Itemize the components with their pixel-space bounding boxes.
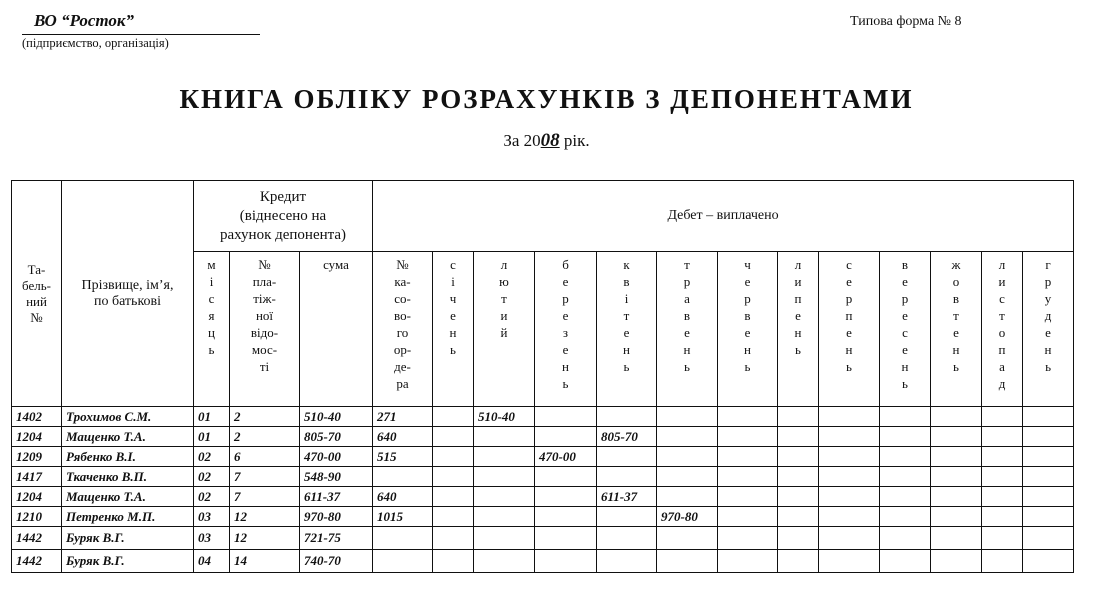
col-header-june: ч е р в е н ь bbox=[718, 252, 778, 407]
col-header-august: с е р п е н ь bbox=[819, 252, 880, 407]
cell-paid-march bbox=[535, 507, 597, 527]
cell-paid-june bbox=[718, 447, 778, 467]
cell-paid-january bbox=[433, 447, 474, 467]
cell-paid-april bbox=[597, 447, 657, 467]
cell-cash-order: 640 bbox=[373, 487, 433, 507]
cell-paid-december bbox=[1023, 467, 1074, 487]
cell-tab-number: 1402 bbox=[12, 407, 62, 427]
cell-paid-august bbox=[819, 447, 880, 467]
form-number: Типова форма № 8 bbox=[850, 14, 962, 29]
cell-month: 03 bbox=[194, 507, 230, 527]
cell-paid-may bbox=[657, 487, 718, 507]
cell-tab-number: 1442 bbox=[12, 550, 62, 573]
ledger-body bbox=[12, 407, 1074, 573]
cell-paid-march bbox=[535, 427, 597, 447]
col-header-october: ж о в т е н ь bbox=[931, 252, 982, 407]
cell-cash-order bbox=[373, 527, 433, 550]
cell-paid-october bbox=[931, 447, 982, 467]
cell-paid-august bbox=[819, 407, 880, 427]
cell-sum: 611-37 bbox=[300, 487, 373, 507]
cell-tab-number: 1209 bbox=[12, 447, 62, 467]
cell-paid-april bbox=[597, 407, 657, 427]
cell-sum: 970-80 bbox=[300, 507, 373, 527]
table-row bbox=[12, 447, 1074, 467]
col-header-month: м і с я ц ь bbox=[194, 252, 230, 407]
cell-paid-october bbox=[931, 487, 982, 507]
col-header-november: л и с т о п а д bbox=[982, 252, 1023, 407]
cell-paid-april bbox=[597, 507, 657, 527]
cell-paid-march bbox=[535, 527, 597, 550]
cell-paid-february bbox=[474, 467, 535, 487]
cell-paid-july bbox=[778, 467, 819, 487]
table-row bbox=[12, 487, 1074, 507]
cell-sum: 548-90 bbox=[300, 467, 373, 487]
cell-paid-october bbox=[931, 407, 982, 427]
cell-statement-number: 7 bbox=[230, 487, 300, 507]
cell-paid-october bbox=[931, 427, 982, 447]
cell-sum: 740-70 bbox=[300, 550, 373, 573]
col-header-september: в е р е с е н ь bbox=[880, 252, 931, 407]
page-title: КНИГА ОБЛІКУ РОЗРАХУНКІВ З ДЕПОНЕНТАМИ bbox=[179, 84, 914, 114]
cell-paid-march bbox=[535, 550, 597, 573]
cell-tab-number: 1204 bbox=[12, 487, 62, 507]
col-header-march: б е р е з е н ь bbox=[535, 252, 597, 407]
cell-statement-number: 7 bbox=[230, 467, 300, 487]
cell-paid-november bbox=[982, 447, 1023, 467]
cell-paid-april: 805-70 bbox=[597, 427, 657, 447]
cell-statement-number: 12 bbox=[230, 527, 300, 550]
cell-month: 02 bbox=[194, 447, 230, 467]
cell-paid-september bbox=[880, 487, 931, 507]
cell-paid-may bbox=[657, 467, 718, 487]
cell-paid-august bbox=[819, 487, 880, 507]
year-prefix: За 20 bbox=[503, 131, 541, 150]
cell-paid-february bbox=[474, 487, 535, 507]
col-header-may: т р а в е н ь bbox=[657, 252, 718, 407]
cell-cash-order bbox=[373, 550, 433, 573]
cell-paid-july bbox=[778, 527, 819, 550]
cell-paid-december bbox=[1023, 527, 1074, 550]
cell-statement-number: 2 bbox=[230, 407, 300, 427]
cell-paid-september bbox=[880, 550, 931, 573]
cell-paid-july bbox=[778, 487, 819, 507]
organization-name: ВО “Росток” bbox=[22, 8, 260, 35]
cell-paid-september bbox=[880, 427, 931, 447]
cell-paid-september bbox=[880, 447, 931, 467]
cell-paid-june bbox=[718, 550, 778, 573]
col-header-january: с і ч е н ь bbox=[433, 252, 474, 407]
cell-paid-february bbox=[474, 550, 535, 573]
col-header-tab-number: Та- бель- ний № bbox=[12, 181, 62, 407]
cell-paid-november bbox=[982, 407, 1023, 427]
cell-tab-number: 1210 bbox=[12, 507, 62, 527]
cell-month: 04 bbox=[194, 550, 230, 573]
year-suffix: рік. bbox=[559, 131, 590, 150]
cell-paid-october bbox=[931, 550, 982, 573]
cell-paid-february: 510-40 bbox=[474, 407, 535, 427]
cell-paid-january bbox=[433, 527, 474, 550]
cell-paid-september bbox=[880, 507, 931, 527]
cell-paid-july bbox=[778, 407, 819, 427]
cell-paid-december bbox=[1023, 487, 1074, 507]
cell-month: 01 bbox=[194, 427, 230, 447]
cell-paid-august bbox=[819, 507, 880, 527]
cell-paid-november bbox=[982, 427, 1023, 447]
cell-paid-october bbox=[931, 467, 982, 487]
cell-paid-april: 611-37 bbox=[597, 487, 657, 507]
cell-paid-february bbox=[474, 427, 535, 447]
cell-statement-number: 14 bbox=[230, 550, 300, 573]
cell-paid-january bbox=[433, 427, 474, 447]
cell-paid-august bbox=[819, 527, 880, 550]
cell-paid-march: 470-00 bbox=[535, 447, 597, 467]
cell-paid-june bbox=[718, 527, 778, 550]
cell-paid-january bbox=[433, 550, 474, 573]
cell-name: Мащенко Т.А. bbox=[62, 487, 194, 507]
cell-paid-june bbox=[718, 507, 778, 527]
cell-paid-june bbox=[718, 407, 778, 427]
cell-paid-february bbox=[474, 527, 535, 550]
cell-paid-august bbox=[819, 550, 880, 573]
cell-tab-number: 1417 bbox=[12, 467, 62, 487]
cell-paid-june bbox=[718, 487, 778, 507]
col-header-february: л ю т и й bbox=[474, 252, 535, 407]
cell-paid-july bbox=[778, 427, 819, 447]
cell-paid-april bbox=[597, 550, 657, 573]
cell-statement-number: 2 bbox=[230, 427, 300, 447]
cell-paid-march bbox=[535, 467, 597, 487]
cell-paid-june bbox=[718, 467, 778, 487]
cell-paid-november bbox=[982, 550, 1023, 573]
year-line bbox=[0, 130, 1093, 152]
cell-paid-october bbox=[931, 507, 982, 527]
cell-paid-october bbox=[931, 527, 982, 550]
cell-cash-order: 640 bbox=[373, 427, 433, 447]
cell-paid-july bbox=[778, 447, 819, 467]
cell-paid-january bbox=[433, 507, 474, 527]
col-header-debit: Дебет – виплачено bbox=[373, 181, 1074, 252]
cell-paid-december bbox=[1023, 447, 1074, 467]
table-row bbox=[12, 407, 1074, 427]
cell-paid-july bbox=[778, 507, 819, 527]
cell-paid-january bbox=[433, 407, 474, 427]
table-row bbox=[12, 527, 1074, 550]
cell-sum: 510-40 bbox=[300, 407, 373, 427]
col-header-credit: Кредит (віднесено на рахунок депонента) bbox=[194, 181, 373, 252]
cell-paid-april bbox=[597, 467, 657, 487]
cell-sum: 721-75 bbox=[300, 527, 373, 550]
cell-paid-september bbox=[880, 527, 931, 550]
cell-paid-november bbox=[982, 467, 1023, 487]
cell-month: 03 bbox=[194, 527, 230, 550]
depositor-ledger-table bbox=[11, 180, 1074, 573]
table-row bbox=[12, 507, 1074, 527]
cell-paid-may: 970-80 bbox=[657, 507, 718, 527]
cell-month: 02 bbox=[194, 467, 230, 487]
cell-paid-may bbox=[657, 550, 718, 573]
cell-paid-march bbox=[535, 487, 597, 507]
col-header-cash-order-number: № ка- со- во- го ор- де- ра bbox=[373, 252, 433, 407]
cell-paid-january bbox=[433, 467, 474, 487]
cell-name: Трохимов С.М. bbox=[62, 407, 194, 427]
cell-cash-order: 271 bbox=[373, 407, 433, 427]
col-header-july: л и п е н ь bbox=[778, 252, 819, 407]
col-header-statement-number: № пла- тіж- ної відо- мос- ті bbox=[230, 252, 300, 407]
col-header-april: к в і т е н ь bbox=[597, 252, 657, 407]
cell-paid-december bbox=[1023, 507, 1074, 527]
table-row bbox=[12, 550, 1074, 573]
cell-paid-november bbox=[982, 527, 1023, 550]
cell-cash-order: 1015 bbox=[373, 507, 433, 527]
cell-paid-may bbox=[657, 447, 718, 467]
cell-paid-december bbox=[1023, 427, 1074, 447]
cell-month: 02 bbox=[194, 487, 230, 507]
table-row bbox=[12, 427, 1074, 447]
cell-statement-number: 6 bbox=[230, 447, 300, 467]
cell-paid-november bbox=[982, 487, 1023, 507]
table-row bbox=[12, 467, 1074, 487]
cell-name: Буряк В.Г. bbox=[62, 527, 194, 550]
cell-paid-september bbox=[880, 407, 931, 427]
col-header-december: г р у д е н ь bbox=[1023, 252, 1074, 407]
year-value: 08 bbox=[540, 130, 560, 151]
cell-name: Буряк В.Г. bbox=[62, 550, 194, 573]
cell-paid-december bbox=[1023, 407, 1074, 427]
cell-paid-may bbox=[657, 527, 718, 550]
cell-paid-february bbox=[474, 447, 535, 467]
cell-paid-november bbox=[982, 507, 1023, 527]
cell-paid-august bbox=[819, 467, 880, 487]
col-header-sum: сума bbox=[300, 252, 373, 407]
cell-month: 01 bbox=[194, 407, 230, 427]
cell-name: Ткаченко В.П. bbox=[62, 467, 194, 487]
cell-statement-number: 12 bbox=[230, 507, 300, 527]
cell-paid-april bbox=[597, 527, 657, 550]
cell-paid-september bbox=[880, 467, 931, 487]
cell-name: Мащенко Т.А. bbox=[62, 427, 194, 447]
cell-tab-number: 1442 bbox=[12, 527, 62, 550]
col-header-name: Прізвище, ім’я, по батькові bbox=[62, 181, 194, 407]
cell-paid-february bbox=[474, 507, 535, 527]
cell-paid-march bbox=[535, 407, 597, 427]
cell-name: Петренко М.П. bbox=[62, 507, 194, 527]
cell-sum: 805-70 bbox=[300, 427, 373, 447]
cell-paid-june bbox=[718, 427, 778, 447]
cell-cash-order: 515 bbox=[373, 447, 433, 467]
cell-name: Рябенко В.І. bbox=[62, 447, 194, 467]
cell-paid-january bbox=[433, 487, 474, 507]
organization-caption: (підприємство, організація) bbox=[22, 36, 169, 50]
cell-paid-august bbox=[819, 427, 880, 447]
cell-sum: 470-00 bbox=[300, 447, 373, 467]
organization-block bbox=[22, 8, 260, 51]
cell-cash-order bbox=[373, 467, 433, 487]
cell-paid-may bbox=[657, 407, 718, 427]
cell-paid-december bbox=[1023, 550, 1074, 573]
cell-paid-july bbox=[778, 550, 819, 573]
cell-paid-may bbox=[657, 427, 718, 447]
cell-tab-number: 1204 bbox=[12, 427, 62, 447]
